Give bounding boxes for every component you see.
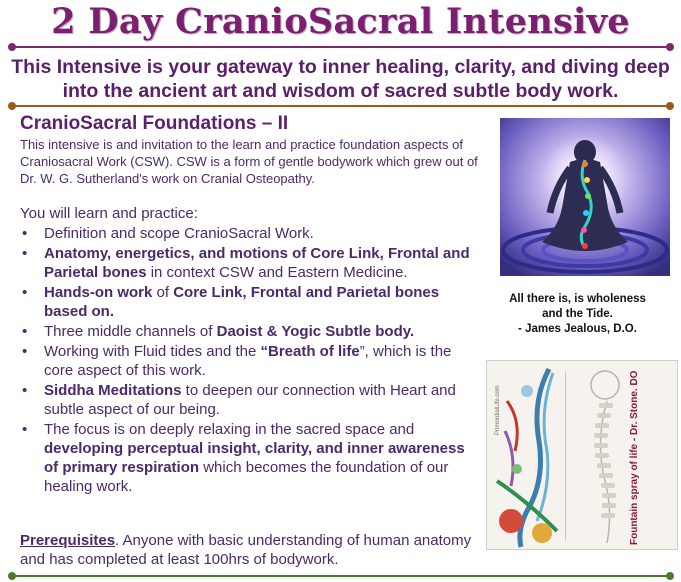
divider-dot-left xyxy=(8,572,16,580)
divider-bottom xyxy=(10,575,672,577)
learning-point-emphasis: Daoist & Yogic Subtle body. xyxy=(216,323,415,340)
learning-points-list xyxy=(20,224,480,497)
tagline: This Intensive is your gateway to inner healing, clarity, and diving deep into the ancient art and wisdom of sacred subtle body work. xyxy=(11,56,670,102)
section-heading: CranioSacral Foundations – II xyxy=(20,113,289,134)
learning-point-emphasis: Hands-on work xyxy=(44,284,153,301)
divider-dot-left xyxy=(8,43,16,51)
learning-point xyxy=(20,244,480,282)
prerequisites xyxy=(20,531,480,569)
learning-point xyxy=(20,283,480,321)
learning-point-text: The focus is on deeply relaxing in the sacred space and xyxy=(44,421,415,438)
prerequisites-label: Prerequisites xyxy=(20,532,116,549)
learning-point-emphasis: Siddha Meditations xyxy=(44,382,182,399)
fountain-spray-image xyxy=(486,360,678,550)
learning-point-text: Working with Fluid tides and the xyxy=(44,343,261,360)
quote-author: - James Jealous, D.O. xyxy=(518,323,637,335)
learning-point-text: which becomes the foundation of our healing work. xyxy=(44,459,449,495)
prerequisites-text: . Anyone with basic understanding of human anatomy and has completed at least 100hrs of bodywork. xyxy=(20,532,472,568)
learning-point-emphasis: Anatomy, energetics, and motions of Core Link, Frontal and Parietal bones xyxy=(44,245,470,281)
divider-dot-left xyxy=(8,102,16,110)
learning-point xyxy=(20,381,480,419)
learning-point-text: of xyxy=(152,284,174,301)
quote xyxy=(495,292,660,337)
divider-top xyxy=(10,46,672,48)
learning-point-text: ”, which is the core aspect of this work. xyxy=(44,343,452,379)
fountain-watermark: PrimordialLife.com xyxy=(495,385,501,435)
learning-point xyxy=(20,322,480,341)
learning-point-emphasis: developing perceptual insight, clarity, and inner awareness of primary respiration xyxy=(44,440,465,476)
quote-line-1: All there is, is wholeness xyxy=(509,293,646,305)
learning-point xyxy=(20,342,480,380)
quote-line-2: and the Tide. xyxy=(542,308,613,320)
learning-point-text: Definition and scope CranioSacral Work. xyxy=(44,225,314,242)
divider-dot-right xyxy=(666,572,674,580)
learning-point-text: in context CSW and Eastern Medicine. xyxy=(146,264,408,281)
fountain-caption: Fountain spray of life - Dr. Stone. DO xyxy=(629,370,640,545)
divider-dot-right xyxy=(666,102,674,110)
learning-point xyxy=(20,420,480,496)
learning-point-emphasis: Core Link, Frontal and Parietal bones based on. xyxy=(44,284,440,320)
learning-point-emphasis: “Breath of life xyxy=(260,343,360,360)
meditation-image xyxy=(500,118,670,276)
learning-point xyxy=(20,224,480,243)
learning-point-text: Three middle channels of xyxy=(44,323,217,340)
divider-dot-right xyxy=(666,43,674,51)
page-title: 2 Day CranioSacral Intensive xyxy=(51,1,630,42)
learning-point-text: to deepen our connection with Heart and subtle aspect of our being. xyxy=(44,382,456,418)
learn-lead: You will learn and practice: xyxy=(20,205,198,222)
divider-middle xyxy=(10,105,672,107)
intro-paragraph: This intensive is and invitation to the learn and practice foundation aspects of Craniosacral Work (CSW). CSW is a form of gentle bodywork which grew out of Dr. W. G. Sutherland's work on Cranial Osteopathy. xyxy=(20,137,478,186)
